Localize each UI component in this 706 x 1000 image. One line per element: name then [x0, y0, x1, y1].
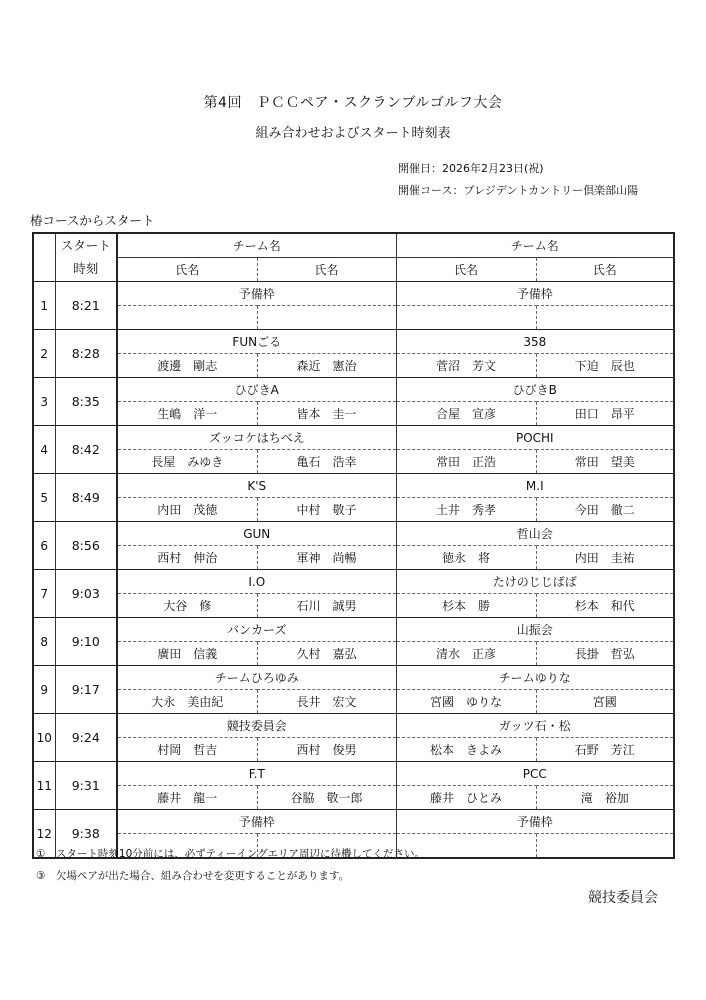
header-name-4: 氏名 — [536, 258, 674, 282]
team-name-1: 競技委員会 — [117, 714, 396, 738]
note-2: ③ 欠場ペアが出た場合、組み合わせを変更することがあります。 — [36, 870, 350, 882]
player-name: 石野 芳江 — [536, 738, 674, 762]
table-row — [33, 810, 674, 834]
player-name: 内田 圭祐 — [536, 546, 674, 570]
table-row-players — [33, 642, 674, 666]
team-name-1: 予備枠 — [117, 282, 396, 306]
player-name: 谷脇 敬一郎 — [257, 786, 396, 810]
start-time: 8:49 — [55, 474, 117, 522]
team-name-2: チームゆりな — [396, 666, 674, 690]
team-name-1: F.T — [117, 762, 396, 786]
header-start-line2: 時刻 — [55, 258, 117, 282]
table-row — [33, 378, 674, 402]
row-number: 5 — [33, 474, 55, 522]
event-date: 開催日：2026年2月23日(祝) — [398, 162, 544, 175]
team-name-1: I.O — [117, 570, 396, 594]
row-number: 12 — [33, 810, 55, 859]
row-number: 11 — [33, 762, 55, 810]
row-number: 10 — [33, 714, 55, 762]
table-row — [33, 282, 674, 306]
header-team-1: チーム名 — [117, 233, 396, 258]
team-name-2: たけのじじばば — [396, 570, 674, 594]
player-name: 村岡 哲吉 — [117, 738, 257, 762]
note-1: ① スタート時刻10分前には、必ずティーイングエリア周辺に待機してください。 — [36, 848, 426, 860]
table-row — [33, 570, 674, 594]
footer-committee: 競技委員会 — [588, 890, 658, 906]
team-name-2: POCHI — [396, 426, 674, 450]
player-name: 田口 昂平 — [536, 402, 674, 426]
table-row — [33, 618, 674, 642]
header-no — [33, 233, 55, 282]
start-time: 9:38 — [55, 810, 117, 859]
player-name — [257, 306, 396, 330]
table-row-players — [33, 546, 674, 570]
team-name-2: 予備枠 — [396, 810, 674, 834]
team-name-1: チームひろゆみ — [117, 666, 396, 690]
player-name: 常田 望美 — [536, 450, 674, 474]
table-row — [33, 666, 674, 690]
page-title: 第4回 ＰＣＣペア・スクランブルゴルフ大会 — [203, 95, 503, 111]
table-row-players — [33, 738, 674, 762]
section-label: 椿コースからスタート — [30, 213, 155, 228]
player-name: 宮國 ゆりな — [396, 690, 536, 714]
row-number: 1 — [33, 282, 55, 330]
player-name: 藤井 ひとみ — [396, 786, 536, 810]
player-name: 長掛 哲弘 — [536, 642, 674, 666]
team-name-2: 358 — [396, 330, 674, 354]
header-name-3: 氏名 — [396, 258, 536, 282]
player-name: 久村 嘉弘 — [257, 642, 396, 666]
start-time: 8:28 — [55, 330, 117, 378]
start-time: 9:10 — [55, 618, 117, 666]
player-name: 滝 裕加 — [536, 786, 674, 810]
start-time-table — [32, 232, 675, 859]
player-name: 清水 正彦 — [396, 642, 536, 666]
start-time: 9:03 — [55, 570, 117, 618]
player-name: 大谷 修 — [117, 594, 257, 618]
team-name-1: ズッコケはちべえ — [117, 426, 396, 450]
table-row-players — [33, 498, 674, 522]
team-name-2: PCC — [396, 762, 674, 786]
page-subtitle: 組み合わせおよびスタート時刻表 — [255, 126, 451, 141]
row-number: 7 — [33, 570, 55, 618]
row-number: 9 — [33, 666, 55, 714]
event-course: 開催コース：プレジデントカントリー倶楽部山陽 — [398, 184, 639, 197]
row-number: 4 — [33, 426, 55, 474]
team-name-1: 予備枠 — [117, 810, 396, 834]
header-name-2: 氏名 — [257, 258, 396, 282]
table-row — [33, 426, 674, 450]
header-name-1: 氏名 — [117, 258, 257, 282]
start-time: 8:56 — [55, 522, 117, 570]
team-name-2: ガッツ石・松 — [396, 714, 674, 738]
player-name: 内田 茂徳 — [117, 498, 257, 522]
row-number: 2 — [33, 330, 55, 378]
player-name — [536, 834, 674, 859]
player-name: 松本 きよみ — [396, 738, 536, 762]
team-name-2: 山振会 — [396, 618, 674, 642]
start-time: 8:21 — [55, 282, 117, 330]
player-name: 亀石 浩幸 — [257, 450, 396, 474]
player-name — [536, 306, 674, 330]
player-name: 長屋 みゆき — [117, 450, 257, 474]
team-name-1: K'S — [117, 474, 396, 498]
player-name: 土井 秀孝 — [396, 498, 536, 522]
table-row — [33, 762, 674, 786]
player-name: 軍神 尚暢 — [257, 546, 396, 570]
player-name: 常田 正浩 — [396, 450, 536, 474]
start-time: 8:35 — [55, 378, 117, 426]
team-name-1: FUNごる — [117, 330, 396, 354]
team-name-1: ひびきA — [117, 378, 396, 402]
player-name: 皆本 圭一 — [257, 402, 396, 426]
player-name: 大永 美由紀 — [117, 690, 257, 714]
player-name — [117, 306, 257, 330]
table-row-players — [33, 594, 674, 618]
team-name-2: 哲山会 — [396, 522, 674, 546]
start-time: 9:31 — [55, 762, 117, 810]
table-row-players — [33, 402, 674, 426]
start-time: 9:24 — [55, 714, 117, 762]
player-name: 下迫 辰也 — [536, 354, 674, 378]
team-name-2: ひびきB — [396, 378, 674, 402]
row-number: 3 — [33, 378, 55, 426]
player-name: 西村 俊男 — [257, 738, 396, 762]
table-row-players — [33, 354, 674, 378]
table-row-players — [33, 690, 674, 714]
player-name: 合屋 宣彦 — [396, 402, 536, 426]
team-name-2: 予備枠 — [396, 282, 674, 306]
table-row-players — [33, 450, 674, 474]
player-name: 長井 宏文 — [257, 690, 396, 714]
table-row-players — [33, 786, 674, 810]
player-name: 宮國 — [536, 690, 674, 714]
table-row — [33, 522, 674, 546]
table-row-players — [33, 306, 674, 330]
player-name — [396, 306, 536, 330]
player-name: 生嶋 洋一 — [117, 402, 257, 426]
player-name: 渡邊 剛志 — [117, 354, 257, 378]
player-name: 石川 誠男 — [257, 594, 396, 618]
player-name: 杉本 和代 — [536, 594, 674, 618]
player-name: 中村 敬子 — [257, 498, 396, 522]
header-start-line1: スタート — [55, 233, 117, 258]
start-time: 9:17 — [55, 666, 117, 714]
table-row — [33, 474, 674, 498]
player-name: 西村 伸治 — [117, 546, 257, 570]
player-name: 杉本 勝 — [396, 594, 536, 618]
player-name: 今田 徹二 — [536, 498, 674, 522]
player-name: 廣田 信義 — [117, 642, 257, 666]
team-name-2: M.I — [396, 474, 674, 498]
player-name: 菅沼 芳文 — [396, 354, 536, 378]
row-number: 8 — [33, 618, 55, 666]
table-row — [33, 714, 674, 738]
player-name: 森近 憲治 — [257, 354, 396, 378]
team-name-1: バンカーズ — [117, 618, 396, 642]
table-row — [33, 330, 674, 354]
player-name: 徳永 将 — [396, 546, 536, 570]
start-time: 8:42 — [55, 426, 117, 474]
player-name: 藤井 龍一 — [117, 786, 257, 810]
row-number: 6 — [33, 522, 55, 570]
team-name-1: GUN — [117, 522, 396, 546]
header-team-2: チーム名 — [396, 233, 674, 258]
